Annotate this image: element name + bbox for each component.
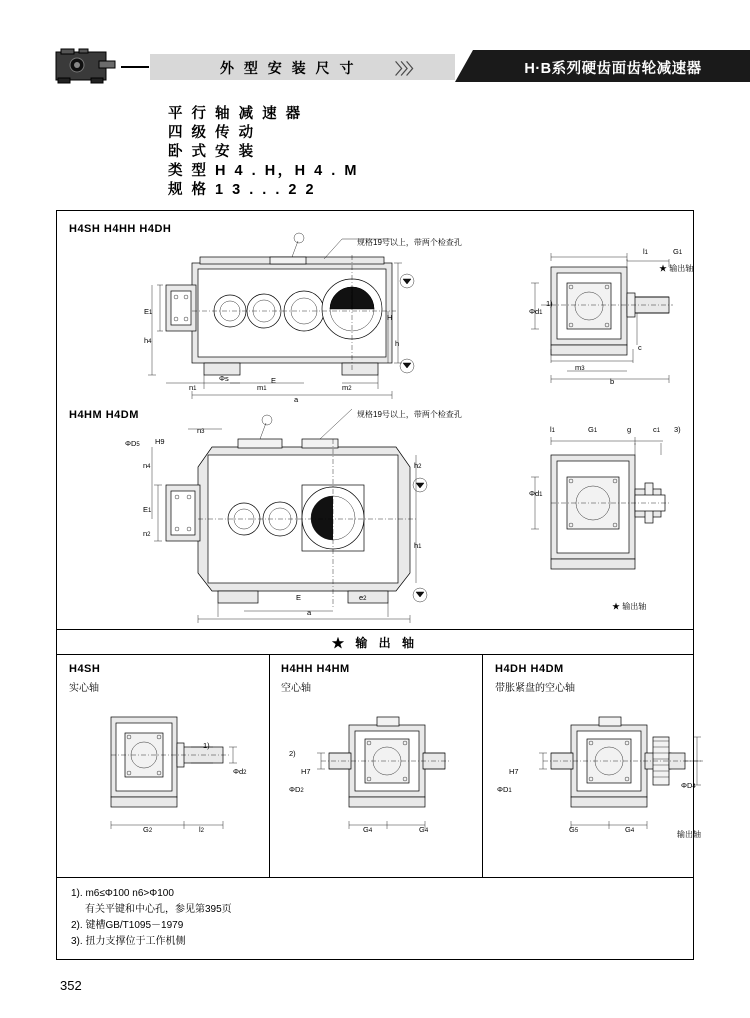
dim-label-E1: E1 bbox=[144, 307, 153, 316]
shaft-type-desc-1: 实心轴 bbox=[69, 683, 99, 694]
dim-label-G1-r1: G1 bbox=[673, 247, 683, 256]
dim-label-E-r2: E bbox=[296, 593, 302, 602]
dim-label-n1: n1 bbox=[189, 383, 197, 392]
dim-label-e2: e2 bbox=[359, 593, 367, 602]
dim-label-h4: h4 bbox=[144, 336, 152, 345]
section-label-row1: H4SH H4HH H4DH bbox=[69, 223, 172, 235]
header-divider-rule bbox=[121, 66, 149, 68]
page-header bbox=[55, 48, 702, 88]
output-shaft-callout-3: 输出轴 bbox=[677, 830, 701, 839]
shaft-type-code-3: H4DH H4DM bbox=[495, 663, 564, 675]
drawing-h4sh-solid-shaft bbox=[87, 703, 267, 868]
product-photo-icon bbox=[55, 48, 117, 84]
shaft-type-desc-2: 空心轴 bbox=[281, 683, 311, 694]
dim-label-phid1-r2: Φd1 bbox=[529, 489, 543, 498]
dim-label-H9: H9 bbox=[155, 437, 165, 446]
shaft-type-desc-3: 带胀紧盘的空心轴 bbox=[495, 683, 575, 694]
footnote-2: 2). 键槽GB/T1095－1979 bbox=[71, 920, 184, 931]
drawing-h4sh-side-view bbox=[527, 253, 687, 408]
dim-label-g-r2: g bbox=[627, 425, 632, 434]
dim-label-phid1-r1: Φd1 bbox=[529, 307, 543, 316]
title-line-5: 规 格 1 3 . . . 2 2 bbox=[168, 182, 317, 198]
dim-label-h1: h1 bbox=[414, 541, 422, 550]
title-line-2: 四 级 传 动 bbox=[168, 125, 256, 141]
dim-label-b-r1: b bbox=[610, 377, 615, 386]
dim-label-phiD1-c3: ΦD1 bbox=[497, 785, 512, 794]
shaft2-note-2: 2) bbox=[289, 749, 296, 758]
dim-label-E: E bbox=[271, 376, 277, 385]
inspection-hole-note-2: 规格19号以上，带两个检查孔 bbox=[357, 410, 462, 419]
dim-label-a: a bbox=[294, 395, 299, 404]
dim-label-H7-c3: H7 bbox=[509, 767, 519, 776]
title-line-1: 平 行 轴 减 速 器 bbox=[168, 106, 303, 122]
dim-label-phid2: Φd2 bbox=[233, 767, 247, 776]
chevron-right-icon: 〉〉〉 bbox=[395, 61, 420, 78]
dim-label-h: h bbox=[395, 339, 400, 348]
dim-label-phiD2: ΦD2 bbox=[289, 785, 304, 794]
dim-label-c1-r2: c1 bbox=[653, 425, 661, 434]
dim-label-G2: G2 bbox=[143, 825, 153, 834]
dim-label-phis: Φs bbox=[219, 374, 229, 383]
drawing-hollow-shaft bbox=[315, 703, 495, 868]
section-label-row2: H4HM H4DM bbox=[69, 409, 139, 421]
dim-label-G5: G5 bbox=[569, 825, 579, 834]
dim-label-H7-c2: H7 bbox=[301, 767, 311, 776]
dim-label-G4-c: G4 bbox=[625, 825, 635, 834]
drawings-frame bbox=[56, 210, 701, 960]
dim-label-E1-r2: E1 bbox=[143, 505, 152, 514]
dim-label-h2: h2 bbox=[414, 461, 422, 470]
dim-label-n2: n2 bbox=[143, 529, 151, 538]
dim-label-H: H bbox=[387, 313, 393, 322]
dim-label-G4-a: G4 bbox=[363, 825, 373, 834]
dim-label-m1: m1 bbox=[257, 383, 267, 392]
column-divider-1 bbox=[269, 655, 270, 877]
dim-label-n3: n3 bbox=[197, 426, 205, 435]
header-section-title: 外 型 安 装 尺 寸 bbox=[220, 60, 357, 76]
dim-label-note1-r1: 1) bbox=[546, 299, 553, 308]
dim-label-G1-r2: G1 bbox=[588, 425, 598, 434]
shaft-type-code-1: H4SH bbox=[69, 663, 101, 675]
output-shaft-banner-label: ★ 输 出 轴 bbox=[331, 635, 418, 650]
dim-label-phiD4: ΦD4 bbox=[681, 781, 696, 790]
dim-label-a-r2: a bbox=[307, 608, 312, 617]
dim-label-m3-r1: m3 bbox=[575, 363, 585, 372]
footnote-1: 1). m6≤Φ100 n6>Φ100 bbox=[71, 888, 174, 899]
header-product-title: H·B系列硬齿面齿轮减速器 bbox=[524, 61, 702, 77]
output-shaft-section-banner bbox=[57, 629, 693, 655]
dim-label-c-r1: c bbox=[638, 343, 642, 352]
dim-label-n4: n4 bbox=[143, 461, 151, 470]
inspection-hole-note-1: 规格19号以上，带两个检查孔 bbox=[357, 238, 462, 247]
title-line-4: 类 型 H 4 . H，H 4 . M bbox=[168, 163, 359, 179]
footnote-1-sub: 有关平键和中心孔，参见第395页 bbox=[85, 904, 232, 915]
dim-label-l1-r1: l1 bbox=[643, 247, 649, 256]
output-shaft-callout-1: ★ 输出轴 bbox=[659, 264, 694, 273]
drawing-h4hm-side-view bbox=[527, 433, 697, 608]
dim-label-note3-r2: 3) bbox=[674, 425, 681, 434]
footnote-3: 3). 扭力支撑位于工作机侧 bbox=[71, 936, 186, 947]
dim-label-l2: l2 bbox=[199, 825, 205, 834]
drawing-h4sh-front-view bbox=[152, 243, 432, 428]
dim-label-phiD5: ΦD5 bbox=[125, 439, 140, 448]
title-block bbox=[168, 105, 359, 200]
dim-label-G4-b: G4 bbox=[419, 825, 429, 834]
dim-label-l1-r2: l1 bbox=[550, 425, 556, 434]
footnotes-block bbox=[57, 877, 693, 961]
dim-label-m2: m2 bbox=[342, 383, 352, 392]
output-shaft-callout-2: ★ 输出轴 bbox=[612, 602, 647, 611]
page-number: 352 bbox=[60, 978, 82, 993]
shaft1-note-1: 1) bbox=[203, 741, 210, 750]
shaft-type-code-2: H4HH H4HM bbox=[281, 663, 350, 675]
title-line-3: 卧 式 安 装 bbox=[168, 144, 256, 160]
